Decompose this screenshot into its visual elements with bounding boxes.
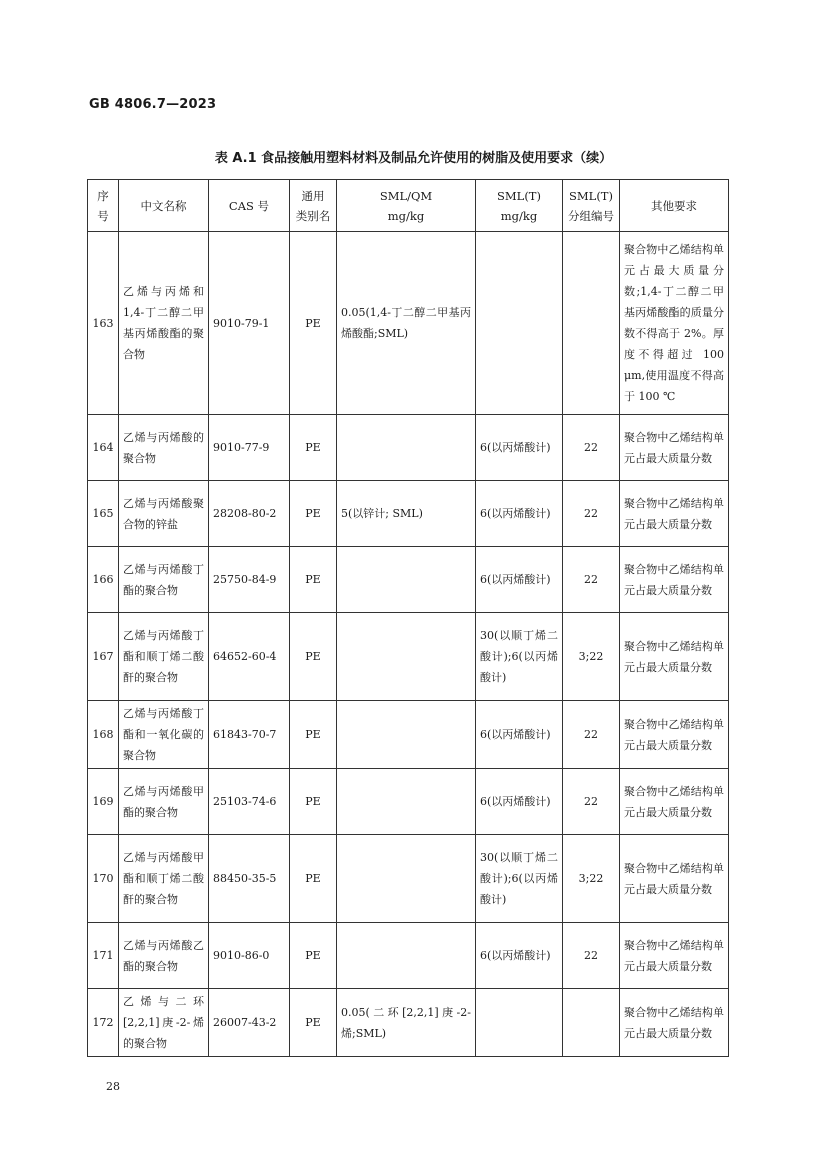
cell-group <box>563 232 620 415</box>
cell-no: 167 <box>88 613 119 701</box>
cell-sml-t: 6(以丙烯酸计) <box>476 415 563 481</box>
cell-name: 乙烯与二环[2,2,1]庚-2-烯的聚合物 <box>119 989 209 1057</box>
table-title: 表 A.1 食品接触用塑料材料及制品允许使用的树脂及使用要求（续） <box>214 151 613 166</box>
cell-other: 聚合物中乙烯结构单元占最大质量分数 <box>620 415 729 481</box>
cell-sml-t: 6(以丙烯酸计) <box>476 481 563 547</box>
table-row <box>88 613 729 701</box>
table-row <box>88 547 729 613</box>
col-header-other: 其他要求 <box>620 180 729 232</box>
cell-group: 22 <box>563 701 620 769</box>
cell-cas: 61843-70-7 <box>209 701 290 769</box>
table-row <box>88 923 729 989</box>
cell-sml-t: 6(以丙烯酸计) <box>476 701 563 769</box>
cell-sml-qm <box>337 923 476 989</box>
table-header-row <box>88 180 729 232</box>
cell-name: 乙烯与丙烯酸丁酯和一氧化碳的聚合物 <box>119 701 209 769</box>
table-row <box>88 835 729 923</box>
cell-category: PE <box>290 769 337 835</box>
table-row <box>88 989 729 1057</box>
cell-other: 聚合物中乙烯结构单元占最大质量分数 <box>620 547 729 613</box>
cell-name: 乙烯与丙烯酸丁酯和顺丁烯二酸酐的聚合物 <box>119 613 209 701</box>
cell-category: PE <box>290 989 337 1057</box>
cell-category: PE <box>290 232 337 415</box>
cell-group: 22 <box>563 923 620 989</box>
cell-cas: 25750-84-9 <box>209 547 290 613</box>
cell-group: 22 <box>563 547 620 613</box>
cell-category: PE <box>290 481 337 547</box>
cell-name: 乙烯与丙烯酸甲酯的聚合物 <box>119 769 209 835</box>
cell-group: 22 <box>563 769 620 835</box>
cell-cas: 25103-74-6 <box>209 769 290 835</box>
cell-other: 聚合物中乙烯结构单元占最大质量分数 <box>620 481 729 547</box>
cell-cas: 26007-43-2 <box>209 989 290 1057</box>
cell-no: 172 <box>88 989 119 1057</box>
cell-group: 3;22 <box>563 835 620 923</box>
table-row <box>88 701 729 769</box>
cell-cas: 9010-79-1 <box>209 232 290 415</box>
standard-code: GB 4806.7—2023 <box>89 97 217 112</box>
cell-category: PE <box>290 415 337 481</box>
cell-no: 164 <box>88 415 119 481</box>
cell-other: 聚合物中乙烯结构单元占最大质量分数 <box>620 769 729 835</box>
cell-name: 乙烯与丙烯酸聚合物的锌盐 <box>119 481 209 547</box>
cell-no: 163 <box>88 232 119 415</box>
cell-name: 乙烯与丙烯酸丁酯的聚合物 <box>119 547 209 613</box>
table-row <box>88 415 729 481</box>
cell-sml-t: 30(以顺丁烯二酸计);6(以丙烯酸计) <box>476 613 563 701</box>
cell-sml-t <box>476 989 563 1057</box>
cell-other: 聚合物中乙烯结构单元占最大质量分数 <box>620 701 729 769</box>
cell-other: 聚合物中乙烯结构单元占最大质量分数 <box>620 989 729 1057</box>
cell-sml-qm: 0.05(二环[2,2,1]庚-2-烯;SML) <box>337 989 476 1057</box>
cell-category: PE <box>290 835 337 923</box>
cell-sml-qm <box>337 835 476 923</box>
cell-cas: 64652-60-4 <box>209 613 290 701</box>
cell-cas: 28208-80-2 <box>209 481 290 547</box>
cell-no: 165 <box>88 481 119 547</box>
cell-name: 乙烯与丙烯酸的聚合物 <box>119 415 209 481</box>
resin-table <box>87 179 729 1057</box>
cell-no: 169 <box>88 769 119 835</box>
cell-sml-t: 6(以丙烯酸计) <box>476 923 563 989</box>
cell-group: 22 <box>563 481 620 547</box>
page-number: 28 <box>106 1080 120 1093</box>
cell-sml-qm <box>337 613 476 701</box>
col-header-group: SML(T) 分组编号 <box>563 180 620 232</box>
cell-other: 聚合物中乙烯结构单元占最大质量分数 <box>620 613 729 701</box>
cell-sml-qm <box>337 769 476 835</box>
cell-no: 170 <box>88 835 119 923</box>
table-row <box>88 481 729 547</box>
col-header-cas: CAS 号 <box>209 180 290 232</box>
cell-group <box>563 989 620 1057</box>
cell-group: 3;22 <box>563 613 620 701</box>
cell-sml-qm <box>337 547 476 613</box>
cell-sml-qm: 5(以锌计; SML) <box>337 481 476 547</box>
col-header-sml-qm: SML/QM mg/kg <box>337 180 476 232</box>
cell-category: PE <box>290 547 337 613</box>
cell-other: 聚合物中乙烯结构单元占最大质量分数 <box>620 835 729 923</box>
table-row <box>88 232 729 415</box>
col-header-category: 通用 类别名 <box>290 180 337 232</box>
cell-sml-t: 6(以丙烯酸计) <box>476 769 563 835</box>
cell-sml-qm: 0.05(1,4-丁二醇二甲基丙烯酸酯;SML) <box>337 232 476 415</box>
cell-cas: 88450-35-5 <box>209 835 290 923</box>
cell-cas: 9010-77-9 <box>209 415 290 481</box>
cell-name: 乙烯与丙烯酸乙酯的聚合物 <box>119 923 209 989</box>
col-header-name: 中文名称 <box>119 180 209 232</box>
cell-no: 171 <box>88 923 119 989</box>
cell-category: PE <box>290 923 337 989</box>
cell-category: PE <box>290 701 337 769</box>
col-header-no: 序 号 <box>88 180 119 232</box>
cell-no: 166 <box>88 547 119 613</box>
cell-sml-t <box>476 232 563 415</box>
col-header-sml-t: SML(T) mg/kg <box>476 180 563 232</box>
cell-category: PE <box>290 613 337 701</box>
cell-name: 乙烯与丙烯酸甲酯和顺丁烯二酸酐的聚合物 <box>119 835 209 923</box>
table-row <box>88 769 729 835</box>
cell-no: 168 <box>88 701 119 769</box>
cell-group: 22 <box>563 415 620 481</box>
cell-other: 聚合物中乙烯结构单元占最大质量分数 <box>620 923 729 989</box>
cell-sml-t: 6(以丙烯酸计) <box>476 547 563 613</box>
cell-name: 乙烯与丙烯和1,4-丁二醇二甲基丙烯酸酯的聚合物 <box>119 232 209 415</box>
cell-cas: 9010-86-0 <box>209 923 290 989</box>
cell-other: 聚合物中乙烯结构单元占最大质量分数;1,4-丁二醇二甲基丙烯酸酯的质量分数不得高于 2%。厚度不得超过 100 μm,使用温度不得高于 100 ℃ <box>620 232 729 415</box>
cell-sml-qm <box>337 701 476 769</box>
cell-sml-t: 30(以顺丁烯二酸计);6(以丙烯酸计) <box>476 835 563 923</box>
cell-sml-qm <box>337 415 476 481</box>
